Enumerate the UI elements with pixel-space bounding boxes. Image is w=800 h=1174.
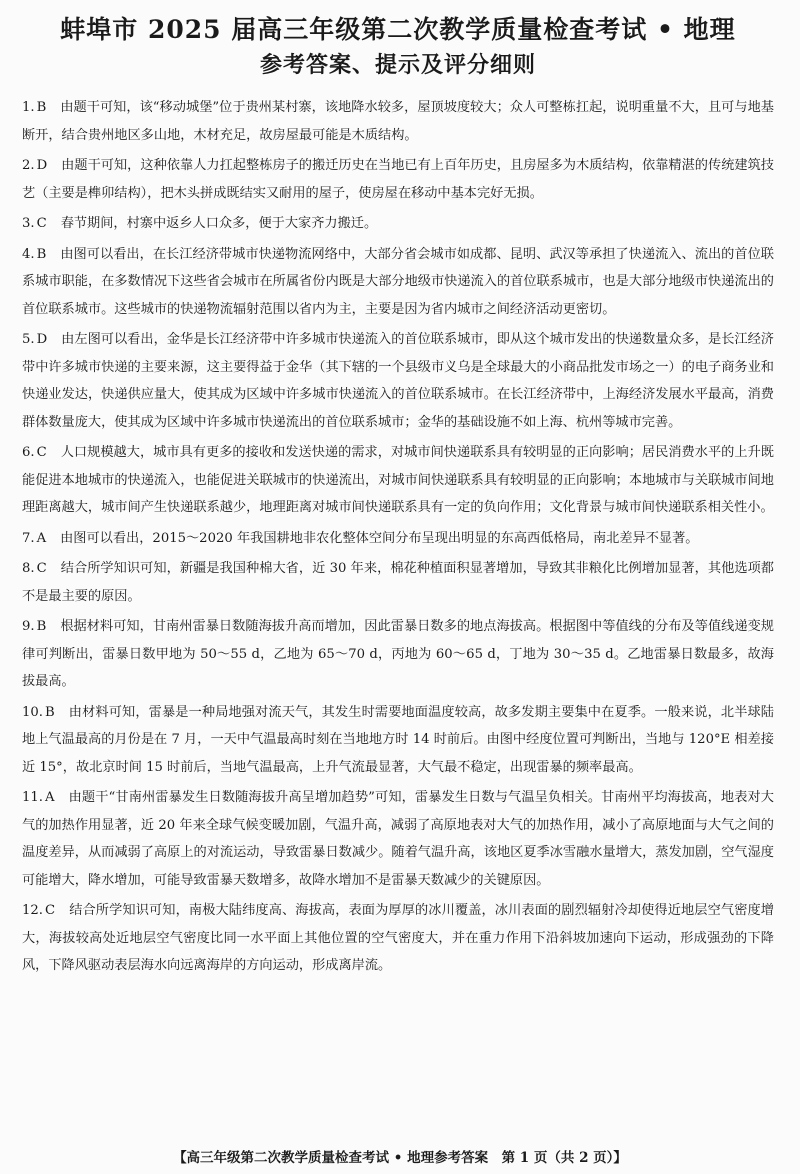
answer-letter: B [36, 246, 47, 262]
answer-item [22, 94, 774, 149]
answer-number: 2. [22, 158, 35, 173]
answer-letter: C [36, 561, 47, 576]
answer-explanation: 由题干“甘南州雷暴发生日数随海拔升高呈增加趋势”可知，雷暴发生日数与气温呈负相关。甘南州平均海拔高，地表对大气的加热作用显著，近 20 年来全球气候变暖加剧，气温升高，减弱了高原地表对大气的加热作用，减小了高原地面与大气之间的温度差异，从而减弱了高原上的对流运动，导致雷暴日数减少。随着气温升高，该地区夏季冰雪融水量增大，蒸发加剧，空气湿度可能增大，降水增加，可能导致雷暴天数增多，故降水增加不是雷暴天数减少的关键原因。 [22, 790, 774, 888]
answer-explanation: 结合所学知识可知，南极大陆纬度高、海拔高，表面为厚厚的冰川覆盖，冰川表面的剧烈辐射冷却使得近地层空气密度增大，海拔较高处近地层空气密度比同一水平面上其他位置的空气密度大，并在重力作用下沿斜坡加速向下运动，形成强劲的下降风，下降风驱动表层海水向远离海岸的方向运动，形成离岸流。 [22, 903, 774, 973]
answer-item [22, 210, 774, 238]
page-title: 蚌埠市 2025 届高三年级第二次教学质量检查考试 • 地理 [60, 15, 736, 44]
page-footer: 【高三年级第二次教学质量检查考试 • 地理参考答案 第 1 页（共 2 页）】 [173, 1150, 627, 1166]
answer-number: 3. [22, 216, 35, 231]
answer-list [22, 94, 774, 980]
answer-item [22, 613, 774, 696]
answer-item [22, 784, 774, 894]
answer-number: 4. [22, 246, 35, 262]
answer-letter: B [36, 619, 47, 634]
answer-letter: A [44, 790, 55, 805]
answer-number: 11. [22, 790, 43, 805]
answer-number: 12. [22, 903, 43, 918]
answer-explanation: 由题干可知，这种依靠人力扛起整栋房子的搬迁历史在当地已有上百年历史，且房屋多为木质结构，依靠精湛的传统建筑技艺（主要是榫卯结构），把木头拼成既结实又耐用的屋子，使房屋在移动中基本完好无损。 [22, 158, 774, 201]
answer-number: 10. [22, 704, 43, 720]
answer-explanation: 人口规模越大，城市具有更多的接收和发送快递的需求，对城市间快递联系具有较明显的正向影响；居民消费水平的上升既能促进本地城市的快递流入，也能促进关联城市的快递流出，对城市间快递联系具有较明显的正向影响；本地城市与关联城市间地理距离越大，城市间产生快递联系越少，地理距离对城市间快递联系具有一定的负向作用；文化背景与城市间快递联系相关性小。 [22, 445, 774, 515]
answer-item [22, 699, 774, 782]
answer-letter: A [36, 530, 47, 546]
answer-item [22, 152, 774, 207]
answer-explanation: 由图可以看出，在长江经济带城市快递物流网络中，大部分省会城市如成都、昆明、武汉等承担了快递流入、流出的首位联系城市职能，在多数情况下这些省会城市在所属省份内既是大部分地级市快递流入的首位联系城市，也是大部分地级市快递流出的首位联系城市。这些城市的快递物流辐射范围以省内为主，主要是因为省内城市之间经济活动更密切。 [22, 246, 774, 317]
answer-explanation: 根据材料可知，甘南州雷暴日数随海拔升高而增加，因此雷暴日数多的地点海拔高。根据图中等值线的分布及等值线递变规律可判断出，雷暴日数甲地为 50～55 d，乙地为 65～70 d，丙地为 60～65 d，丁地为 30～35 d。乙地雷暴日数最多，故海拔最高。 [22, 619, 774, 689]
answer-letter: B [36, 100, 47, 115]
page-subtitle: 参考答案、提示及评分细则 [259, 52, 536, 78]
answer-item [22, 241, 774, 324]
answer-letter: D [36, 332, 48, 347]
answer-explanation: 结合所学知识可知，新疆是我国种棉大省，近 30 年来，棉花种植面积显著增加，导致其非粮化比例增加显著，其他选项都不是最主要的原因。 [22, 561, 774, 604]
answer-letter: C [44, 903, 56, 918]
answer-explanation: 春节期间，村寨中返乡人口众多，便于大家齐力搬迁。 [60, 216, 378, 231]
answer-item [22, 326, 774, 436]
answer-letter: D [36, 158, 48, 173]
answer-explanation: 由材料可知，雷暴是一种局地强对流天气，其发生时需要地面温度较高，故多发期主要集中在夏季。一般来说，北半球陆地上气温最高的月份是在 7 月，一天中气温最高时刻在当地地方时 14 时前后。由图中经度位置可判断出，当地与 120°E 相差接近 15°，故北京时间 15 时前后，当地气温最高，上升气流最显著，大气最不稳定，出现雷暴的频率最高。 [22, 704, 774, 775]
answer-item [22, 439, 774, 522]
answer-item [22, 555, 774, 610]
answer-number: 8. [22, 561, 35, 576]
answer-letter: C [36, 216, 47, 231]
answer-letter: C [36, 445, 47, 460]
answer-number: 1. [22, 100, 35, 115]
answer-number: 6. [22, 445, 35, 460]
answer-explanation: 由图可以看出，2015～2020 年我国耕地非农化整体空间分布呈现出明显的东高西低格局，南北差异不显著。 [60, 530, 699, 546]
answer-explanation: 由左图可以看出，金华是长江经济带中许多城市快递流入的首位联系城市，即从这个城市发出的快递数量众多，是长江经济带中许多城市快递的主要来源，这主要得益于金华（其下辖的一个县级市义乌是全球最大的小商品批发市场之一）的电子商务业和快递业发达，快递供应量大，使其成为区域中许多城市快递流入的首位联系城市。在长江经济带中，上海经济发展水平最高，消费群体数量庞大，使其成为区域中许多城市快递流出的首位联系城市；金华的基础设施不如上海、杭州等城市完善。 [22, 332, 774, 430]
answer-item [22, 525, 774, 553]
answer-number: 7. [22, 530, 35, 546]
answer-item [22, 897, 774, 980]
answer-letter: B [44, 704, 55, 720]
answer-explanation: 由题干可知，该“移动城堡”位于贵州某村寨，该地降水较多，屋顶坡度较大；众人可整栋扛起，说明重量不大，且可与地基断开，结合贵州地区多山地，木材充足，故房屋最可能是木质结构。 [22, 100, 774, 143]
answer-number: 5. [22, 332, 35, 347]
answer-number: 9. [22, 619, 35, 634]
